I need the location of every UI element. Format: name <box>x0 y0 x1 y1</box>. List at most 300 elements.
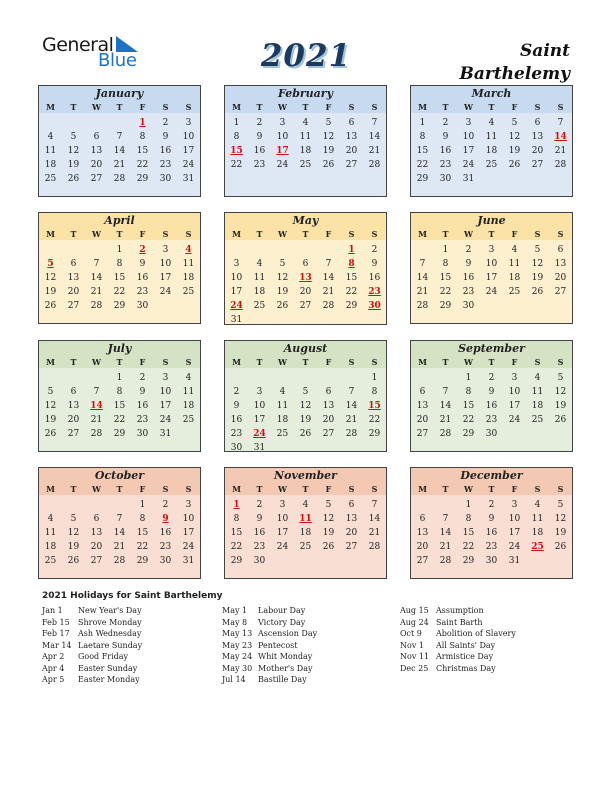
day-cell: 18 <box>276 415 289 425</box>
day-cell: 19 <box>322 146 335 156</box>
day-cell: 26 <box>531 287 544 297</box>
day-cell: 17 <box>182 146 195 156</box>
day-cell: 17 <box>182 528 195 538</box>
day-cell: 11 <box>485 132 498 142</box>
day-grid <box>39 240 200 313</box>
weekday-label: W <box>92 102 101 112</box>
holiday-day-cell: 1 <box>139 118 146 128</box>
weekday-label: W <box>92 357 101 367</box>
weekday-label: M <box>46 357 55 367</box>
day-cell: 8 <box>139 132 146 142</box>
day-cell: 17 <box>253 415 266 425</box>
day-cell: 12 <box>554 387 567 397</box>
empty-cell <box>317 243 340 257</box>
holiday-day-cell: 15 <box>368 401 381 411</box>
day-cell: 18 <box>182 273 195 283</box>
day-cell: 8 <box>442 259 449 269</box>
day-cell: 7 <box>371 500 378 510</box>
day-cell: 9 <box>256 514 263 524</box>
day-cell: 18 <box>299 528 312 538</box>
weekday-label: M <box>46 102 55 112</box>
day-cell: 28 <box>368 542 381 552</box>
weekday-label: F <box>511 357 518 367</box>
day-cell: 24 <box>508 415 521 425</box>
day-cell: 22 <box>462 415 475 425</box>
day-cell: 22 <box>136 542 149 552</box>
day-cell: 1 <box>419 118 426 128</box>
weekday-label: S <box>534 102 541 112</box>
holiday-date: Feb 17 <box>42 629 70 638</box>
day-cell: 20 <box>345 528 358 538</box>
holiday-date: Dec 25 <box>400 663 429 673</box>
weekday-label: W <box>464 229 473 239</box>
weekday-label: M <box>418 229 427 239</box>
weekday-label: T <box>442 357 449 367</box>
month-august <box>224 340 387 452</box>
day-cell: 4 <box>302 118 309 128</box>
day-cell: 13 <box>67 401 80 411</box>
day-cell: 7 <box>325 259 332 269</box>
day-cell: 25 <box>531 415 544 425</box>
day-cell: 5 <box>534 245 541 255</box>
empty-cell <box>248 371 271 385</box>
weekday-label: S <box>371 357 378 367</box>
day-cell: 4 <box>511 245 518 255</box>
holiday-date: Aug 15 <box>400 606 429 615</box>
day-cell: 15 <box>416 146 429 156</box>
day-cell: 2 <box>488 500 495 510</box>
day-cell: 29 <box>368 429 381 439</box>
day-grid <box>225 495 386 568</box>
weekday-label: S <box>348 484 355 494</box>
holiday-day-cell: 9 <box>162 514 169 524</box>
day-cell: 22 <box>462 542 475 552</box>
day-cell: 1 <box>371 373 378 383</box>
day-cell: 17 <box>159 273 172 283</box>
day-cell: 8 <box>233 132 240 142</box>
month-name: December <box>411 468 572 483</box>
day-cell: 25 <box>508 287 521 297</box>
country-title <box>390 40 570 86</box>
day-cell: 16 <box>159 146 172 156</box>
holiday-row <box>42 663 142 675</box>
day-cell: 8 <box>419 132 426 142</box>
weekday-label: M <box>46 229 55 239</box>
empty-cell <box>248 243 271 257</box>
day-cell: 28 <box>368 160 381 170</box>
weekday-header <box>39 356 200 368</box>
month-september <box>410 340 573 452</box>
day-cell: 18 <box>485 146 498 156</box>
day-cell: 30 <box>253 556 266 566</box>
day-grid <box>411 240 572 313</box>
weekday-label: S <box>348 357 355 367</box>
month-july <box>38 340 201 452</box>
holiday-name: Christmas Day <box>436 663 496 673</box>
holiday-name: Bastille Day <box>258 675 307 684</box>
year-title: 2021 <box>260 38 352 74</box>
holiday-date: Jul 14 <box>222 675 246 684</box>
day-cell: 11 <box>531 387 544 397</box>
day-cell: 20 <box>90 542 103 552</box>
holiday-name: Mother's Day <box>258 663 313 673</box>
day-cell: 10 <box>159 387 172 397</box>
holiday-row <box>222 628 317 640</box>
empty-cell <box>39 116 62 130</box>
day-cell: 3 <box>256 387 263 397</box>
day-cell: 22 <box>368 415 381 425</box>
day-grid <box>411 113 572 186</box>
day-cell: 4 <box>185 373 192 383</box>
day-cell: 23 <box>159 160 172 170</box>
day-cell: 26 <box>554 542 567 552</box>
holiday-date: May 1 <box>222 606 248 615</box>
holiday-row <box>400 651 516 663</box>
empty-cell <box>294 371 317 385</box>
weekday-label: M <box>232 357 241 367</box>
weekday-label: S <box>371 484 378 494</box>
day-cell: 20 <box>554 273 567 283</box>
month-name: August <box>225 341 386 356</box>
day-cell: 15 <box>136 146 149 156</box>
weekday-header <box>411 483 572 495</box>
day-cell: 5 <box>47 387 54 397</box>
day-cell: 15 <box>462 528 475 538</box>
month-name: September <box>411 341 572 356</box>
day-cell: 21 <box>113 542 126 552</box>
day-cell: 25 <box>253 301 266 311</box>
day-cell: 19 <box>276 287 289 297</box>
day-cell: 26 <box>322 160 335 170</box>
day-cell: 7 <box>419 259 426 269</box>
day-cell: 23 <box>253 542 266 552</box>
day-cell: 27 <box>299 301 312 311</box>
day-cell: 11 <box>276 401 289 411</box>
day-cell: 25 <box>44 174 57 184</box>
day-cell: 15 <box>230 528 243 538</box>
day-cell: 25 <box>276 429 289 439</box>
weekday-label: T <box>488 229 495 239</box>
weekday-label: T <box>488 102 495 112</box>
day-cell: 27 <box>90 174 103 184</box>
day-cell: 1 <box>116 373 123 383</box>
weekday-label: T <box>256 357 263 367</box>
weekday-label: M <box>418 484 427 494</box>
day-cell: 28 <box>90 429 103 439</box>
weekday-label: S <box>557 484 564 494</box>
day-cell: 10 <box>508 387 521 397</box>
day-cell: 2 <box>371 245 378 255</box>
weekday-label: T <box>442 484 449 494</box>
holiday-name: Good Friday <box>78 652 129 661</box>
day-cell: 4 <box>256 259 263 269</box>
day-cell: 21 <box>90 287 103 297</box>
holiday-row <box>42 605 142 617</box>
day-cell: 14 <box>113 146 126 156</box>
day-cell: 8 <box>116 387 123 397</box>
day-cell: 31 <box>230 315 243 325</box>
day-cell: 22 <box>113 415 126 425</box>
holiday-date: May 13 <box>222 629 253 638</box>
day-cell: 7 <box>348 387 355 397</box>
day-cell: 15 <box>345 273 358 283</box>
day-cell: 23 <box>230 429 243 439</box>
month-name: July <box>39 341 200 356</box>
weekday-label: W <box>464 357 473 367</box>
holiday-day-cell: 25 <box>531 542 544 552</box>
day-cell: 6 <box>348 500 355 510</box>
day-cell: 14 <box>368 514 381 524</box>
day-cell: 19 <box>322 528 335 538</box>
day-cell: 18 <box>508 273 521 283</box>
day-cell: 21 <box>345 415 358 425</box>
day-grid <box>39 368 200 441</box>
day-cell: 12 <box>276 273 289 283</box>
day-cell: 5 <box>325 118 332 128</box>
weekday-label: T <box>116 229 123 239</box>
weekday-label: T <box>442 102 449 112</box>
day-cell: 6 <box>302 259 309 269</box>
empty-cell <box>225 371 248 385</box>
day-cell: 20 <box>416 415 429 425</box>
weekday-label: S <box>162 484 169 494</box>
day-cell: 21 <box>322 287 335 297</box>
day-cell: 21 <box>554 146 567 156</box>
day-cell: 11 <box>531 514 544 524</box>
day-cell: 4 <box>488 118 495 128</box>
holiday-row <box>222 640 317 652</box>
holiday-name: Armistice Day <box>436 652 494 661</box>
day-cell: 27 <box>345 542 358 552</box>
day-cell: 12 <box>67 146 80 156</box>
weekday-label: T <box>442 229 449 239</box>
empty-cell <box>411 371 434 385</box>
month-name: May <box>225 213 386 228</box>
day-cell: 3 <box>185 500 192 510</box>
weekday-label: T <box>302 484 309 494</box>
day-cell: 14 <box>322 273 335 283</box>
day-cell: 10 <box>276 514 289 524</box>
weekday-label: S <box>162 229 169 239</box>
day-cell: 3 <box>162 245 169 255</box>
day-cell: 26 <box>67 556 80 566</box>
weekday-label: S <box>185 484 192 494</box>
weekday-label: S <box>185 229 192 239</box>
weekday-label: W <box>278 102 287 112</box>
day-cell: 10 <box>230 273 243 283</box>
day-cell: 26 <box>554 415 567 425</box>
day-cell: 18 <box>299 146 312 156</box>
weekday-label: W <box>464 484 473 494</box>
day-cell: 7 <box>442 514 449 524</box>
day-cell: 9 <box>233 401 240 411</box>
holiday-row <box>222 663 317 675</box>
holiday-name: Assumption <box>436 606 484 615</box>
day-cell: 13 <box>345 514 358 524</box>
day-cell: 4 <box>534 373 541 383</box>
holiday-row <box>222 651 317 663</box>
day-cell: 16 <box>485 528 498 538</box>
empty-cell <box>62 498 85 512</box>
weekday-label: W <box>278 229 287 239</box>
day-cell: 9 <box>162 132 169 142</box>
holiday-day-cell: 1 <box>233 500 240 510</box>
weekday-label: M <box>418 357 427 367</box>
day-cell: 20 <box>531 146 544 156</box>
day-cell: 29 <box>136 174 149 184</box>
empty-cell <box>108 116 131 130</box>
day-cell: 22 <box>416 160 429 170</box>
weekday-label: F <box>511 229 518 239</box>
day-cell: 1 <box>442 245 449 255</box>
weekday-header <box>39 101 200 113</box>
day-cell: 22 <box>230 160 243 170</box>
day-cell: 11 <box>508 259 521 269</box>
day-cell: 19 <box>531 273 544 283</box>
day-cell: 7 <box>93 259 100 269</box>
day-cell: 21 <box>439 542 452 552</box>
holiday-date: May 23 <box>222 640 253 650</box>
day-cell: 10 <box>485 259 498 269</box>
weekday-header <box>39 483 200 495</box>
holiday-day-cell: 13 <box>299 273 312 283</box>
day-cell: 14 <box>439 528 452 538</box>
day-cell: 22 <box>439 287 452 297</box>
day-cell: 28 <box>439 556 452 566</box>
weekday-header <box>225 101 386 113</box>
day-cell: 13 <box>322 401 335 411</box>
day-cell: 9 <box>371 259 378 269</box>
day-cell: 30 <box>485 429 498 439</box>
day-cell: 3 <box>511 373 518 383</box>
day-cell: 3 <box>488 245 495 255</box>
weekday-label: W <box>92 229 101 239</box>
day-cell: 25 <box>299 542 312 552</box>
day-cell: 8 <box>116 259 123 269</box>
day-cell: 14 <box>368 132 381 142</box>
day-cell: 1 <box>116 245 123 255</box>
day-cell: 16 <box>230 415 243 425</box>
day-cell: 8 <box>233 514 240 524</box>
day-cell: 23 <box>485 542 498 552</box>
month-february <box>224 85 387 197</box>
weekday-label: M <box>418 102 427 112</box>
day-cell: 4 <box>279 387 286 397</box>
month-name: March <box>411 86 572 101</box>
month-name: November <box>225 468 386 483</box>
holiday-name: Whit Monday <box>258 652 313 661</box>
day-cell: 6 <box>70 387 77 397</box>
month-december <box>410 467 573 579</box>
holiday-day-cell: 14 <box>554 132 567 142</box>
day-cell: 1 <box>233 118 240 128</box>
holiday-day-cell: 15 <box>230 146 243 156</box>
day-cell: 25 <box>182 287 195 297</box>
day-cell: 29 <box>416 174 429 184</box>
day-cell: 6 <box>557 245 564 255</box>
holiday-column <box>222 605 317 686</box>
day-cell: 14 <box>416 273 429 283</box>
day-cell: 1 <box>139 500 146 510</box>
holiday-date: Nov 11 <box>400 652 430 661</box>
day-cell: 29 <box>439 301 452 311</box>
day-cell: 26 <box>322 542 335 552</box>
day-cell: 12 <box>67 528 80 538</box>
day-cell: 26 <box>508 160 521 170</box>
day-cell: 13 <box>416 528 429 538</box>
weekday-label: S <box>348 229 355 239</box>
weekday-label: T <box>70 229 77 239</box>
day-cell: 27 <box>345 160 358 170</box>
day-cell: 25 <box>182 415 195 425</box>
holiday-row <box>42 617 142 629</box>
day-cell: 27 <box>416 429 429 439</box>
day-cell: 24 <box>485 287 498 297</box>
weekday-header <box>411 101 572 113</box>
holiday-day-cell: 14 <box>90 401 103 411</box>
day-cell: 9 <box>442 132 449 142</box>
day-cell: 25 <box>485 160 498 170</box>
day-cell: 29 <box>113 301 126 311</box>
day-cell: 15 <box>439 273 452 283</box>
day-cell: 3 <box>511 500 518 510</box>
day-cell: 6 <box>348 118 355 128</box>
day-cell: 16 <box>485 401 498 411</box>
day-cell: 11 <box>182 387 195 397</box>
weekday-label: M <box>46 484 55 494</box>
holiday-name: Easter Sunday <box>78 663 138 673</box>
day-cell: 19 <box>67 542 80 552</box>
weekday-label: T <box>488 357 495 367</box>
weekday-label: F <box>325 102 332 112</box>
weekday-label: W <box>464 102 473 112</box>
day-cell: 23 <box>485 415 498 425</box>
holiday-name: Pentecost <box>258 640 298 650</box>
day-cell: 14 <box>90 273 103 283</box>
holiday-day-cell: 8 <box>348 259 355 269</box>
holiday-row <box>400 605 516 617</box>
day-cell: 26 <box>44 429 57 439</box>
holiday-date: Apr 2 <box>42 652 65 661</box>
day-cell: 5 <box>557 373 564 383</box>
day-cell: 9 <box>488 514 495 524</box>
day-cell: 21 <box>113 160 126 170</box>
day-cell: 25 <box>299 160 312 170</box>
day-grid <box>411 368 572 441</box>
day-cell: 3 <box>233 259 240 269</box>
empty-cell <box>340 371 363 385</box>
day-cell: 6 <box>93 132 100 142</box>
weekday-header <box>411 228 572 240</box>
day-cell: 21 <box>368 528 381 538</box>
holiday-date: Aug 24 <box>400 617 429 627</box>
weekday-label: F <box>139 102 146 112</box>
weekday-label: S <box>557 102 564 112</box>
day-cell: 26 <box>276 301 289 311</box>
empty-cell <box>85 243 108 257</box>
day-cell: 7 <box>116 514 123 524</box>
brand-name-general: General <box>42 34 114 56</box>
day-cell: 13 <box>554 259 567 269</box>
holidays-title: 2021 Holidays for Saint Barthelemy <box>42 591 223 601</box>
holiday-name: All Saints' Day <box>436 640 496 650</box>
day-cell: 10 <box>462 132 475 142</box>
day-cell: 19 <box>44 287 57 297</box>
holiday-row <box>42 651 142 663</box>
day-cell: 4 <box>302 500 309 510</box>
weekday-label: T <box>70 484 77 494</box>
day-cell: 3 <box>162 373 169 383</box>
